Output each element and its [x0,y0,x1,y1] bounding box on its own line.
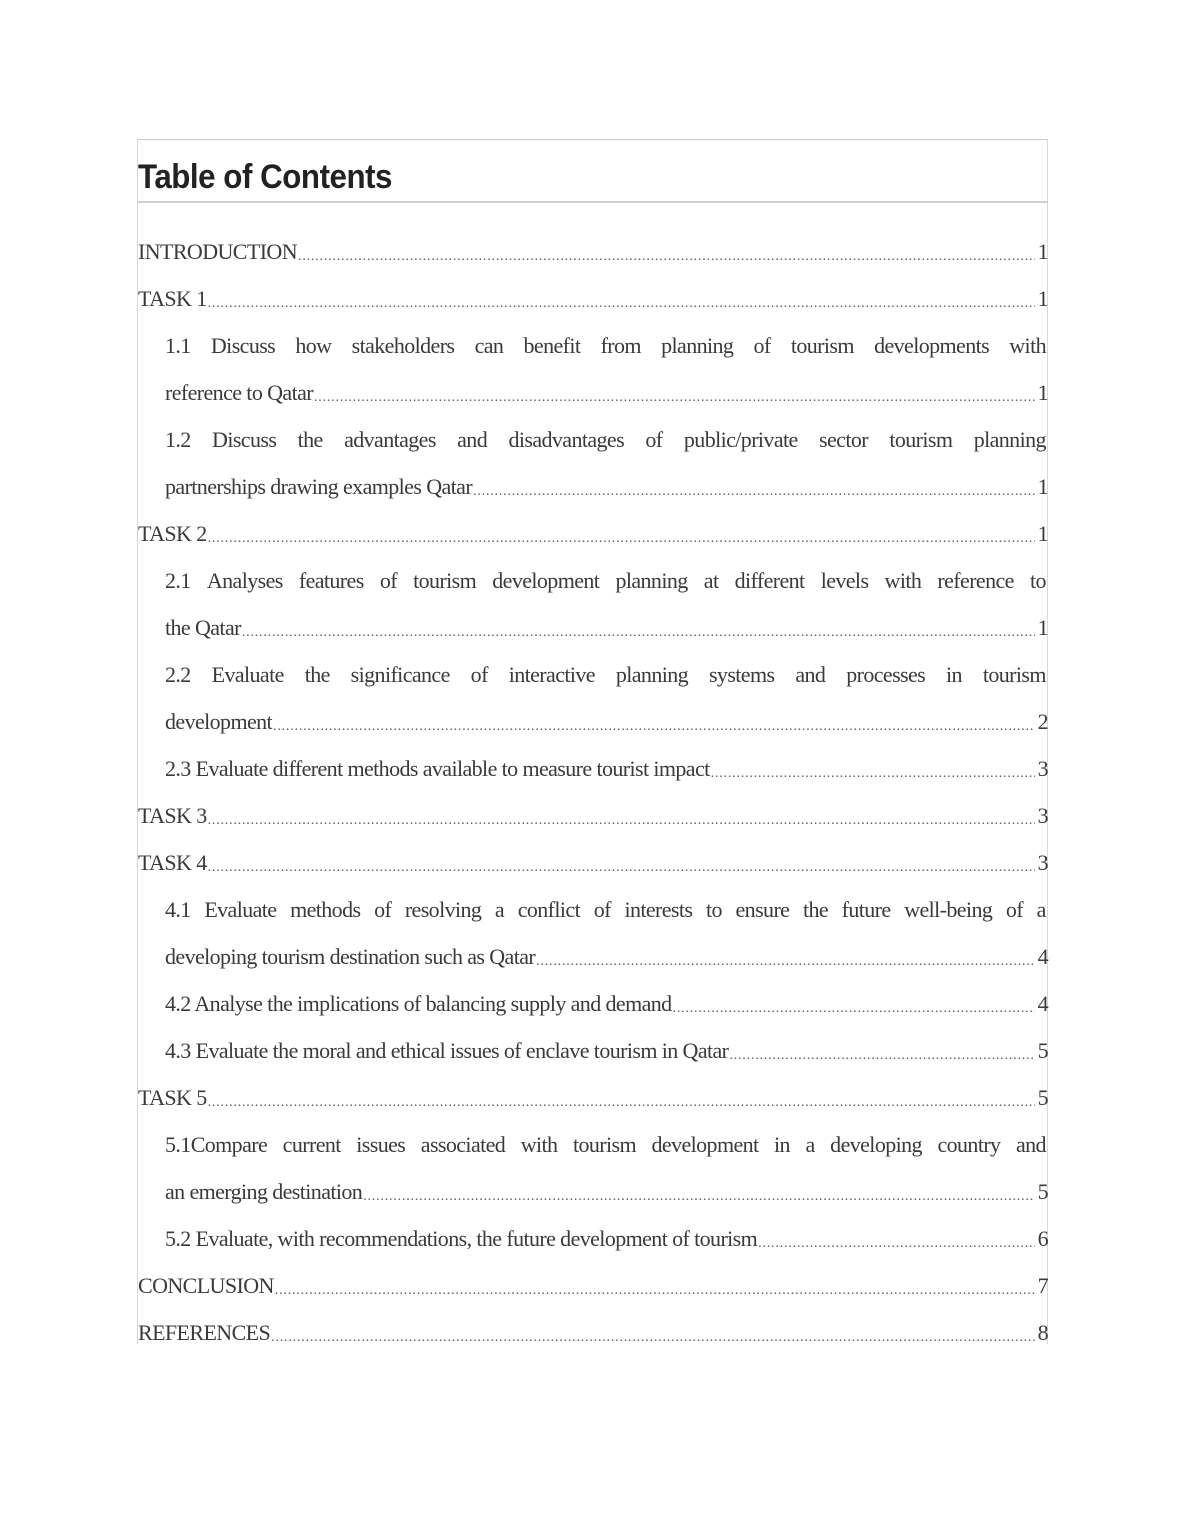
toc-entry[interactable] [138,933,1048,980]
dot-leader [275,1275,1035,1297]
toc-entry[interactable] [138,792,1048,839]
dot-leader [363,1181,1035,1203]
toc-entry[interactable] [138,1309,1048,1356]
toc-entry[interactable] [138,510,1048,557]
toc-entry[interactable] [138,839,1048,886]
toc-entry[interactable] [138,604,1048,651]
toc-entry[interactable] [138,651,1048,698]
dot-leader [673,993,1035,1015]
toc-entry-label: 2.2 Evaluate the significance of interactive planning systems and processes in tourism [165,661,1046,687]
toc-entry-label: partnerships drawing examples Qatar [165,473,473,499]
dot-leader [208,1087,1035,1109]
toc-entry-label: 4.1 Evaluate methods of resolving a conflict of interests to ensure the future well-being of a [165,896,1046,922]
toc-entry-label: 2.1 Analyses features of tourism development planning at different levels with reference to [165,567,1046,593]
toc-entry[interactable] [138,1121,1048,1168]
toc-page-number: 7 [1037,1272,1048,1298]
toc-page-number: 1 [1037,238,1048,264]
toc-page-number: 4 [1037,990,1048,1016]
dot-leader [473,476,1035,498]
toc-page-number: 6 [1037,1225,1048,1251]
toc-entry[interactable] [138,698,1048,745]
toc-entry-label: TASK 3 [138,802,207,828]
toc-entry[interactable] [138,228,1048,275]
toc-page-number: 5 [1037,1084,1048,1110]
toc-entry[interactable] [138,745,1048,792]
dot-leader [208,523,1035,545]
dot-leader [273,711,1035,733]
toc-entry[interactable] [138,1168,1048,1215]
toc-list [138,228,1048,1356]
toc-entry[interactable] [138,463,1048,510]
toc-entry[interactable] [138,1215,1048,1262]
toc-page-number: 2 [1037,708,1048,734]
toc-page-number: 4 [1037,943,1048,969]
toc-entry[interactable] [138,886,1048,933]
dot-leader [208,288,1035,310]
toc-entry-label: the Qatar [165,614,241,640]
toc-entry-label: CONCLUSION [138,1272,274,1298]
dot-leader [242,617,1035,639]
dot-leader [729,1040,1035,1062]
toc-page-number: 8 [1037,1319,1048,1345]
toc-entry-label: developing tourism destination such as Qatar [165,943,536,969]
dot-leader [271,1322,1035,1344]
toc-page-number: 5 [1037,1178,1048,1204]
toc-entry-label: 1.1 Discuss how stakeholders can benefit from planning of tourism developments with [165,332,1046,358]
toc-entry-label: TASK 2 [138,520,207,546]
toc-entry[interactable] [138,1074,1048,1121]
dot-leader [208,805,1035,827]
toc-entry-label: 2.3 Evaluate different methods available to measure tourist impact [165,755,710,781]
toc-entry[interactable] [138,275,1048,322]
dot-leader [298,241,1035,263]
toc-page-number: 3 [1037,802,1048,828]
toc-entry-label: development [165,708,273,734]
toc-entry[interactable] [138,369,1048,416]
toc-page-number: 1 [1037,520,1048,546]
toc-entry[interactable] [138,416,1048,463]
title-divider [137,201,1048,203]
toc-entry-label: 5.2 Evaluate, with recommendations, the future development of tourism [165,1225,758,1251]
toc-entry[interactable] [138,322,1048,369]
toc-page-number: 1 [1037,285,1048,311]
dot-leader [536,946,1035,968]
toc-entry-label: an emerging destination [165,1178,363,1204]
toc-entry-label: 1.2 Discuss the advantages and disadvantages of public/private sector tourism planning [165,426,1046,452]
toc-entry-label: 4.3 Evaluate the moral and ethical issues of enclave tourism in Qatar [165,1037,729,1063]
toc-entry-label: reference to Qatar [165,379,313,405]
dot-leader [758,1228,1035,1250]
toc-page-number: 1 [1037,473,1048,499]
toc-entry-label: TASK 5 [138,1084,207,1110]
toc-page-number: 1 [1037,614,1048,640]
toc-entry[interactable] [138,557,1048,604]
toc-entry-label: INTRODUCTION [138,238,298,264]
toc-entry-label: TASK 1 [138,285,207,311]
toc-page-number: 3 [1037,755,1048,781]
toc-entry[interactable] [138,980,1048,1027]
toc-entry[interactable] [138,1262,1048,1309]
toc-entry[interactable] [138,1027,1048,1074]
toc-page-number: 5 [1037,1037,1048,1063]
dot-leader [711,758,1035,780]
toc-entry-label: TASK 4 [138,849,207,875]
toc-entry-label: 5.1Compare current issues associated with tourism development in a developing country and [165,1131,1046,1157]
dot-leader [208,852,1035,874]
dot-leader [314,382,1035,404]
page-title: Table of Contents [138,158,393,196]
toc-entry-label: 4.2 Analyse the implications of balancing supply and demand [165,990,672,1016]
toc-page-number: 3 [1037,849,1048,875]
toc-page-number: 1 [1037,379,1048,405]
toc-entry-label: REFERENCES [138,1319,271,1345]
